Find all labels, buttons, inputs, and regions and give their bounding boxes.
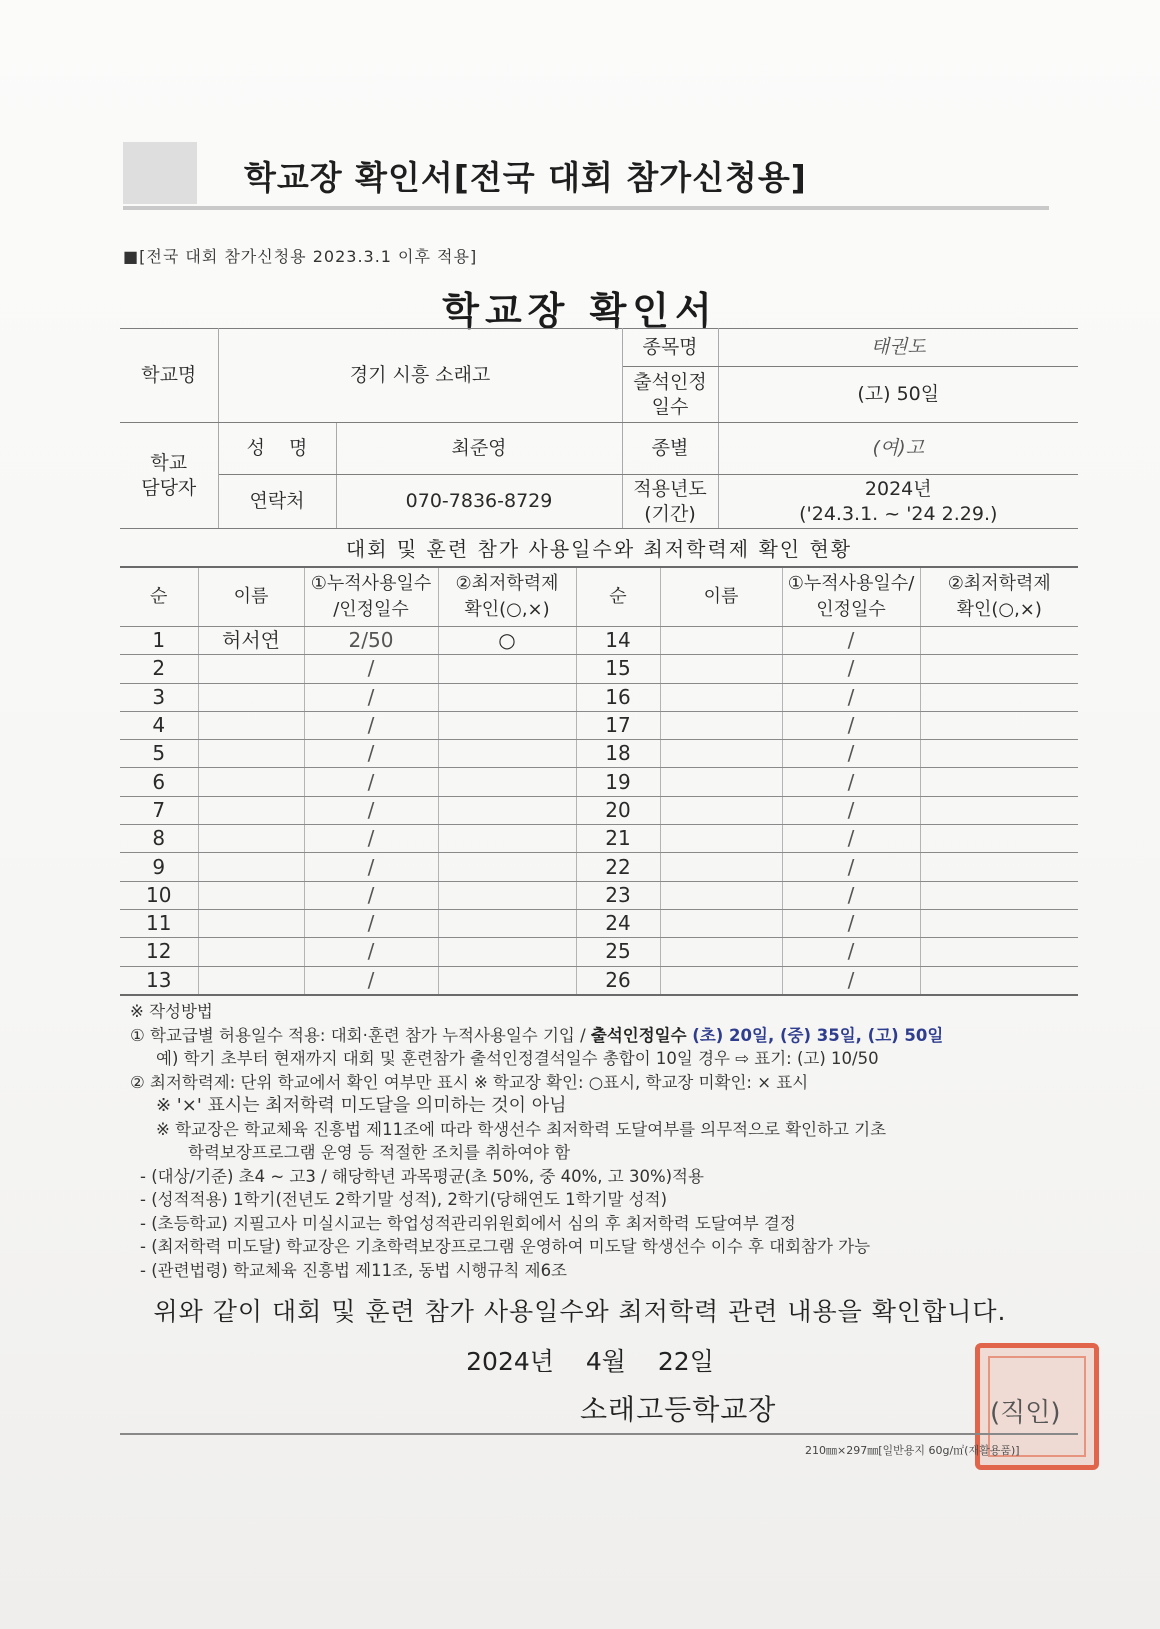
cell-name-left xyxy=(198,768,304,796)
cell-check-left: ○ xyxy=(438,627,576,655)
cell-days-left: / xyxy=(304,909,438,937)
table-row xyxy=(120,966,1078,995)
cell-days-right: / xyxy=(782,938,920,966)
cell-days-right: / xyxy=(782,853,920,881)
cell-name-right xyxy=(660,796,782,824)
cell-no-left: 12 xyxy=(120,938,198,966)
cell-check-left xyxy=(438,796,576,824)
cell-name-right xyxy=(660,627,782,655)
header-check-left: ②최저학력제 확인(○,×) xyxy=(438,567,576,627)
cell-days-right: / xyxy=(782,655,920,683)
info-table xyxy=(120,328,1078,529)
header-no-right: 순 xyxy=(576,567,660,627)
cell-name-left xyxy=(198,655,304,683)
phone-label: 연락처 xyxy=(218,475,336,529)
cell-name-left: 허서연 xyxy=(198,627,304,655)
cell-no-right: 16 xyxy=(576,683,660,711)
cell-no-left: 11 xyxy=(120,909,198,937)
cell-no-left: 10 xyxy=(120,881,198,909)
cell-name-right xyxy=(660,825,782,853)
cell-check-right xyxy=(920,909,1078,937)
table-row xyxy=(120,796,1078,824)
cell-no-right: 19 xyxy=(576,768,660,796)
cell-check-left xyxy=(438,740,576,768)
cell-days-left: / xyxy=(304,966,438,995)
header-name-right: 이름 xyxy=(660,567,782,627)
event-label: 종목명 xyxy=(622,329,718,367)
cell-days-left: / xyxy=(304,825,438,853)
cell-no-left: 13 xyxy=(120,966,198,995)
cell-days-right: / xyxy=(782,796,920,824)
cell-no-right: 24 xyxy=(576,909,660,937)
cell-days-left: / xyxy=(304,683,438,711)
instruction-line-4: ※ '×' 표시는 최저학력 미도달을 의미하는 것이 아님 xyxy=(156,1095,567,1116)
table-row xyxy=(120,909,1078,937)
cell-no-right: 23 xyxy=(576,881,660,909)
table-row xyxy=(120,825,1078,853)
cell-name-right xyxy=(660,881,782,909)
cell-days-right: / xyxy=(782,740,920,768)
cell-days-left: 2/50 xyxy=(304,627,438,655)
attend-value: (고) 50일 xyxy=(718,367,1078,423)
cell-check-left xyxy=(438,909,576,937)
school-value: 경기 시흥 소래고 xyxy=(218,329,622,423)
cell-name-left xyxy=(198,881,304,909)
cell-check-left xyxy=(438,825,576,853)
cell-check-right xyxy=(920,796,1078,824)
instruction-line-2: 예) 학기 초부터 현재까지 대회 및 훈련참가 출석인정결석일수 총합이 10일 경우 ⇨ 표기: (고) 10/50 xyxy=(156,1049,879,1068)
cell-name-right xyxy=(660,655,782,683)
instruction-line-1-text: ① 학교급별 허용일수 적용: 대회·훈련 참가 누적사용일수 기입 / xyxy=(130,1025,591,1045)
contact-label: 학교 담당자 xyxy=(120,423,218,529)
cell-name-left xyxy=(198,740,304,768)
cell-check-right xyxy=(920,881,1078,909)
attend-label: 출석인정 일수 xyxy=(622,367,718,423)
header-title: 학교장 확인서[전국 대회 참가신청용] xyxy=(244,158,807,197)
cell-name-left xyxy=(198,711,304,739)
table-row xyxy=(120,853,1078,881)
instruction-line-1-highlight: (초) 20일, (중) 35일, (고) 50일 xyxy=(686,1025,944,1045)
cell-days-right: / xyxy=(782,683,920,711)
cell-name-left xyxy=(198,683,304,711)
cell-name-left xyxy=(198,909,304,937)
header-rule xyxy=(123,206,1049,210)
cell-check-right xyxy=(920,966,1078,995)
cell-name-right xyxy=(660,711,782,739)
table-row xyxy=(120,740,1078,768)
instructions-heading: ※ 작성방법 xyxy=(130,1002,213,1021)
gender-label: 종별 xyxy=(622,423,718,475)
cell-name-right xyxy=(660,853,782,881)
cell-days-right: / xyxy=(782,768,920,796)
status-title: 대회 및 훈련 참가 사용일수와 최저학력제 확인 현황 xyxy=(345,537,853,561)
cell-no-left: 9 xyxy=(120,853,198,881)
cell-check-left xyxy=(438,881,576,909)
cell-no-right: 26 xyxy=(576,966,660,995)
cell-days-right: / xyxy=(782,627,920,655)
cell-name-left xyxy=(198,966,304,995)
cell-name-right xyxy=(660,938,782,966)
instructions xyxy=(130,1000,1080,1282)
cell-days-left: / xyxy=(304,740,438,768)
instruction-line-3: ② 최저학력제: 단위 학교에서 확인 여부만 표시 ※ 학교장 확인: ○표시, 학교장 미확인: × 표시 xyxy=(130,1072,809,1092)
bottom-rule xyxy=(120,1433,1078,1435)
cell-no-right: 25 xyxy=(576,938,660,966)
cell-check-left xyxy=(438,711,576,739)
cell-days-left: / xyxy=(304,881,438,909)
confirmation-date: 2024년 4월 22일 xyxy=(466,1347,714,1376)
cell-days-left: / xyxy=(304,711,438,739)
cell-days-right: / xyxy=(782,966,920,995)
cell-check-right xyxy=(920,627,1078,655)
cell-no-left: 2 xyxy=(120,655,198,683)
apply-note: ■[전국 대회 참가신청용 2023.3.1 이후 적용] xyxy=(123,247,478,266)
event-value: 태권도 xyxy=(718,329,1078,367)
header-days-left: ①누적사용일수 /인정일수 xyxy=(304,567,438,627)
cell-check-left xyxy=(438,655,576,683)
period-value: ('24.3.1. ~ '24 2.29.) xyxy=(799,502,998,525)
table-row xyxy=(120,711,1078,739)
cell-days-right: / xyxy=(782,909,920,937)
instruction-line-6: 학력보장프로그램 운영 등 적절한 조치를 취하여야 함 xyxy=(188,1143,571,1162)
cell-check-left xyxy=(438,683,576,711)
cell-no-left: 6 xyxy=(120,768,198,796)
cell-no-left: 5 xyxy=(120,740,198,768)
header-no-left: 순 xyxy=(120,567,198,627)
header-gray-block xyxy=(123,142,197,204)
table-row xyxy=(120,938,1078,966)
cell-name-right xyxy=(660,683,782,711)
cell-check-right xyxy=(920,683,1078,711)
principal-title: 소래고등학교장 xyxy=(580,1393,777,1426)
status-rows xyxy=(120,627,1078,995)
cell-name-left xyxy=(198,938,304,966)
cell-check-right xyxy=(920,655,1078,683)
cell-no-left: 1 xyxy=(120,627,198,655)
instruction-line-1-bold: 출석인정일수 xyxy=(590,1025,687,1045)
cell-days-left: / xyxy=(304,655,438,683)
cell-days-right: / xyxy=(782,825,920,853)
table-row xyxy=(120,881,1078,909)
cell-check-left xyxy=(438,853,576,881)
cell-no-right: 17 xyxy=(576,711,660,739)
seal-label: (직인) xyxy=(990,1398,1061,1428)
paper-size-note: 210㎜×297㎜[일반용지 60g/㎡(재활용품)] xyxy=(805,1444,1020,1457)
year-cell xyxy=(718,475,1078,529)
gender-value: (여)고 xyxy=(718,423,1078,475)
cell-check-right xyxy=(920,768,1078,796)
cell-no-right: 21 xyxy=(576,825,660,853)
table-row xyxy=(120,627,1078,655)
table-row xyxy=(120,655,1078,683)
cell-name-left xyxy=(198,796,304,824)
cell-check-right xyxy=(920,711,1078,739)
cell-no-left: 8 xyxy=(120,825,198,853)
table-row xyxy=(120,768,1078,796)
header-name-left: 이름 xyxy=(198,567,304,627)
cell-check-left xyxy=(438,768,576,796)
instruction-line-5: ※ 학교장은 학교체육 진흥법 제11조에 따라 학생선수 최저학력 도달여부를 의무적으로 확인하고 기초 xyxy=(156,1119,887,1139)
instruction-line-7: - (대상/기준) 초4 ~ 고3 / 해당학년 과목평균(초 50%, 중 40%, 고 30%)적용 xyxy=(140,1166,704,1186)
instruction-line-10: - (최저학력 미도달) 학교장은 기초학력보장프로그램 운영하여 미도달 학생선수 이수 후 대회참가 가능 xyxy=(140,1237,871,1256)
cell-no-right: 18 xyxy=(576,740,660,768)
cell-days-right: / xyxy=(782,711,920,739)
cell-no-left: 4 xyxy=(120,711,198,739)
table-row xyxy=(120,683,1078,711)
cell-check-right xyxy=(920,740,1078,768)
name-label: 성 명 xyxy=(218,423,336,475)
year-value: 2024년 xyxy=(864,477,932,500)
cell-name-left xyxy=(198,825,304,853)
phone-value: 070-7836-8729 xyxy=(336,475,622,529)
cell-no-right: 15 xyxy=(576,655,660,683)
cell-no-left: 3 xyxy=(120,683,198,711)
cell-name-left xyxy=(198,853,304,881)
header-check-right: ②최저학력제 확인(○,×) xyxy=(920,567,1078,627)
header-days-right: ①누적사용일수/ 인정일수 xyxy=(782,567,920,627)
cell-days-left: / xyxy=(304,938,438,966)
instruction-line-11: - (관련법령) 학교체육 진흥법 제11조, 동법 시행규칙 제6조 xyxy=(140,1260,567,1280)
cell-no-right: 14 xyxy=(576,627,660,655)
cell-no-right: 20 xyxy=(576,796,660,824)
confirmation-statement: 위와 같이 대회 및 훈련 참가 사용일수와 최저학력 관련 내용을 확인합니다. xyxy=(153,1297,1007,1326)
cell-name-right xyxy=(660,768,782,796)
cell-days-right: / xyxy=(782,881,920,909)
instruction-line-9: - (초등학교) 지필고사 미실시교는 학업성적관리위원회에서 심의 후 최저학력 도달여부 결정 xyxy=(140,1213,796,1233)
cell-check-right xyxy=(920,825,1078,853)
cell-check-right xyxy=(920,938,1078,966)
cell-name-right xyxy=(660,966,782,995)
year-label: 적용년도 (기간) xyxy=(622,475,718,529)
cell-no-right: 22 xyxy=(576,853,660,881)
name-value: 최준영 xyxy=(336,423,622,475)
instruction-line-1 xyxy=(130,1024,1080,1048)
cell-days-left: / xyxy=(304,796,438,824)
cell-days-left: / xyxy=(304,853,438,881)
cell-days-left: / xyxy=(304,768,438,796)
cell-no-left: 7 xyxy=(120,796,198,824)
cell-check-right xyxy=(920,853,1078,881)
status-table xyxy=(120,566,1078,996)
instruction-line-8: - (성적적용) 1학기(전년도 2학기말 성적), 2학기(당해연도 1학기말 성적) xyxy=(140,1190,668,1209)
cell-check-left xyxy=(438,938,576,966)
cell-check-left xyxy=(438,966,576,995)
cell-name-right xyxy=(660,909,782,937)
cell-name-right xyxy=(660,740,782,768)
main-title: 학교장 확인서 xyxy=(442,289,718,333)
school-label: 학교명 xyxy=(120,329,218,423)
